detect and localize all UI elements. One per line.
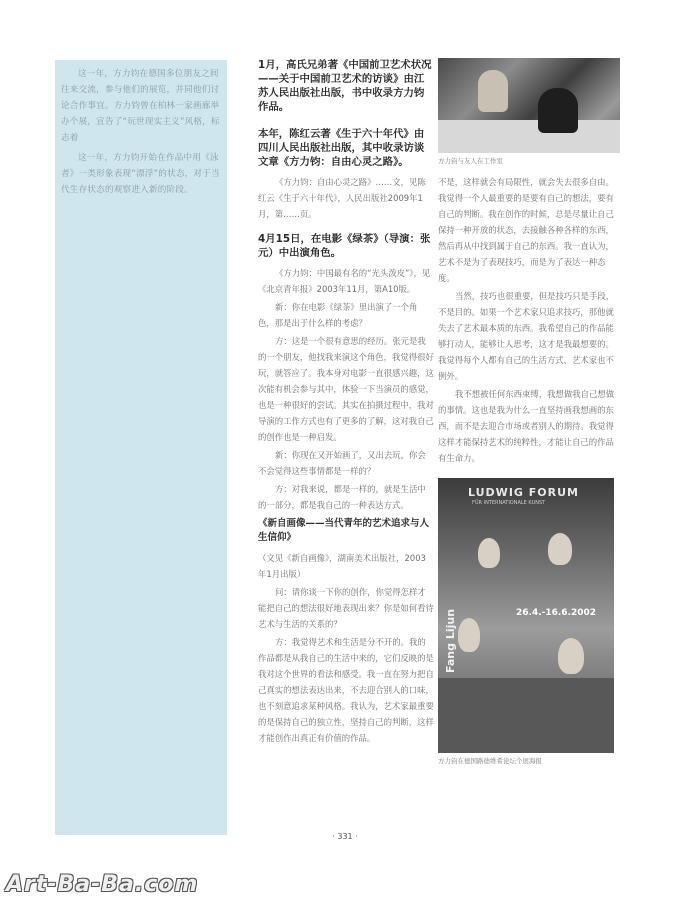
right-column xyxy=(438,58,622,774)
sidebar-paragraph-2: 这一年，方力钧开始在作品中用《泳者》一类形象表现“漂浮”的状态，对于当代生存状态的观察进入新的阶段。 xyxy=(61,153,220,195)
interview-answer: 方：我觉得艺术和生活是分不开的。我的作品都是从我自己的生活中来的，它们反映的是我对这个世界的看法和感受。我一直在努力把自己真实的想法表达出来，不去迎合别人的口味，也不刻意追求某种风格。我认为，艺术家最重要的是保持自己的独立性，坚持自己的判断，这样才能创作出真正有价值的作品。 xyxy=(258,637,434,743)
exhibition-poster xyxy=(438,478,614,753)
body-paragraph: 我不想被任何东西束缚，我想做我自己想做的事情。这也是我为什么一直坚持画我想画的东西，而不是去迎合市场或者别人的期待。我觉得这样才能保持艺术的纯粹性，才能让自己的作品有生命力。 xyxy=(438,389,615,463)
photo-figure-right xyxy=(538,88,578,133)
page-number: · 331 · xyxy=(332,832,358,841)
interview-question: 问：请你谈一下你的创作，你觉得怎样才能把自己的想法很好地表现出来？你是如何看待艺术与生活的关系的？ xyxy=(258,587,434,629)
sidebar-paragraph-1: 这一年，方力钧在德国多位朋友之间往来交流，参与他们的展览，并同他们讨论合作事宜。方力钧曾在柏林一家画廊举办个展，宣告了“玩世现实主义”风格，标志着 xyxy=(61,69,220,143)
interview-question: 新：你现在又开始画了，又出去玩，你会不会觉得这些事情都是一样的？ xyxy=(258,450,426,476)
photo-figure-left xyxy=(478,70,508,112)
citation-paragraph: 《方力钧：中国最有名的“光头泼皮”》，见《北京青年报》2003年11月，第A10版。 xyxy=(258,268,431,294)
studio-photo xyxy=(438,58,620,153)
poster-floating-figure xyxy=(458,618,480,652)
poster-artist-name: Fang Lijun xyxy=(444,608,457,673)
entry-heading-green-tea-film: 4月15日，在电影《绿茶》（导演：张元）中出演角色。 xyxy=(258,233,431,259)
site-watermark: Art-Ba-Ba.com xyxy=(6,872,199,897)
sidebar-note-panel xyxy=(55,60,227,835)
poster-subtitle: FÜR INTERNATIONALE KUNST xyxy=(472,500,546,506)
middle-column xyxy=(258,58,434,748)
body-paragraph: 当然，技巧也很重要，但是技巧只是手段，不是目的。如果一个艺术家只追求技巧，那他就失去了艺术最本质的东西。我希望自己的作品能够打动人，能够让人思考，这才是我最想要的。我觉得每个人都有自己的生活方式，艺术家也不例外。 xyxy=(438,291,615,381)
entry-heading-chen-hongyun: 本年，陈红云著《生于六十年代》由四川人民出版社出版，其中收录访谈文章《方力钧：自由心灵之路》。 xyxy=(258,128,425,168)
poster-sea xyxy=(438,678,614,753)
poster-title: LUDWIG FORUM xyxy=(468,486,579,499)
entry-heading-gao-brothers: 1月，高氏兄弟著《中国前卫艺术状况——关于中国前卫艺术的访谈》由江苏人民出版社出版，书中收录方力钧作品。 xyxy=(258,59,432,113)
citation-paragraph: （文见《新自画像》，湖南美术出版社，2003年1月出版） xyxy=(258,553,426,579)
poster-floating-figure xyxy=(558,638,584,674)
citation-paragraph: 《方力钧：自由心灵之路》……文，见陈红云《生于六十年代》，人民出版社2009年1月，第……页。 xyxy=(258,177,426,219)
body-paragraph: 不是，这样就会有局限性，就会失去很多自由。我觉得一个人最重要的是要有自己的想法，要有自己的判断。我在创作的时候，总是尽量让自己保持一种开放的状态，去接触各种各样的东西，然后再从中找到属于自己的东西。我一直认为，艺术不是为了表现技巧，而是为了表达一种态度。 xyxy=(438,177,614,283)
entry-heading-new-self-portrait: 《新自画像——当代青年的艺术追求与人生信仰》 xyxy=(258,518,430,543)
poster-caption: 方力钧在德国路德维希论坛个展海报 xyxy=(438,757,542,765)
poster-date: 26.4.-16.6.2002 xyxy=(516,608,597,618)
interview-answer: 方：这是一个很有意思的经历。张元是我的一个朋友，他找我来演这个角色，我觉得很好玩，就答应了。我本身对电影一直很感兴趣，这次能有机会参与其中，体验一下当演员的感觉，也是一种很好的尝试。其实在拍摄过程中，我对导演的工作方式也有了更多的了解，这对我自己的创作也是一种启发。 xyxy=(258,336,434,442)
photo-caption: 方力钧与友人在工作室 xyxy=(438,157,503,165)
poster-floating-figure xyxy=(478,538,500,568)
interview-answer: 方：对我来说，都是一样的，就是生活中的一部分，都是我自己的一种表达方式。 xyxy=(258,484,426,510)
interview-question: 新：你在电影《绿茶》里出演了一个角色，那是出于什么样的考虑？ xyxy=(258,302,418,328)
photo-table-shape xyxy=(438,120,620,153)
poster-floating-figure xyxy=(548,533,572,565)
